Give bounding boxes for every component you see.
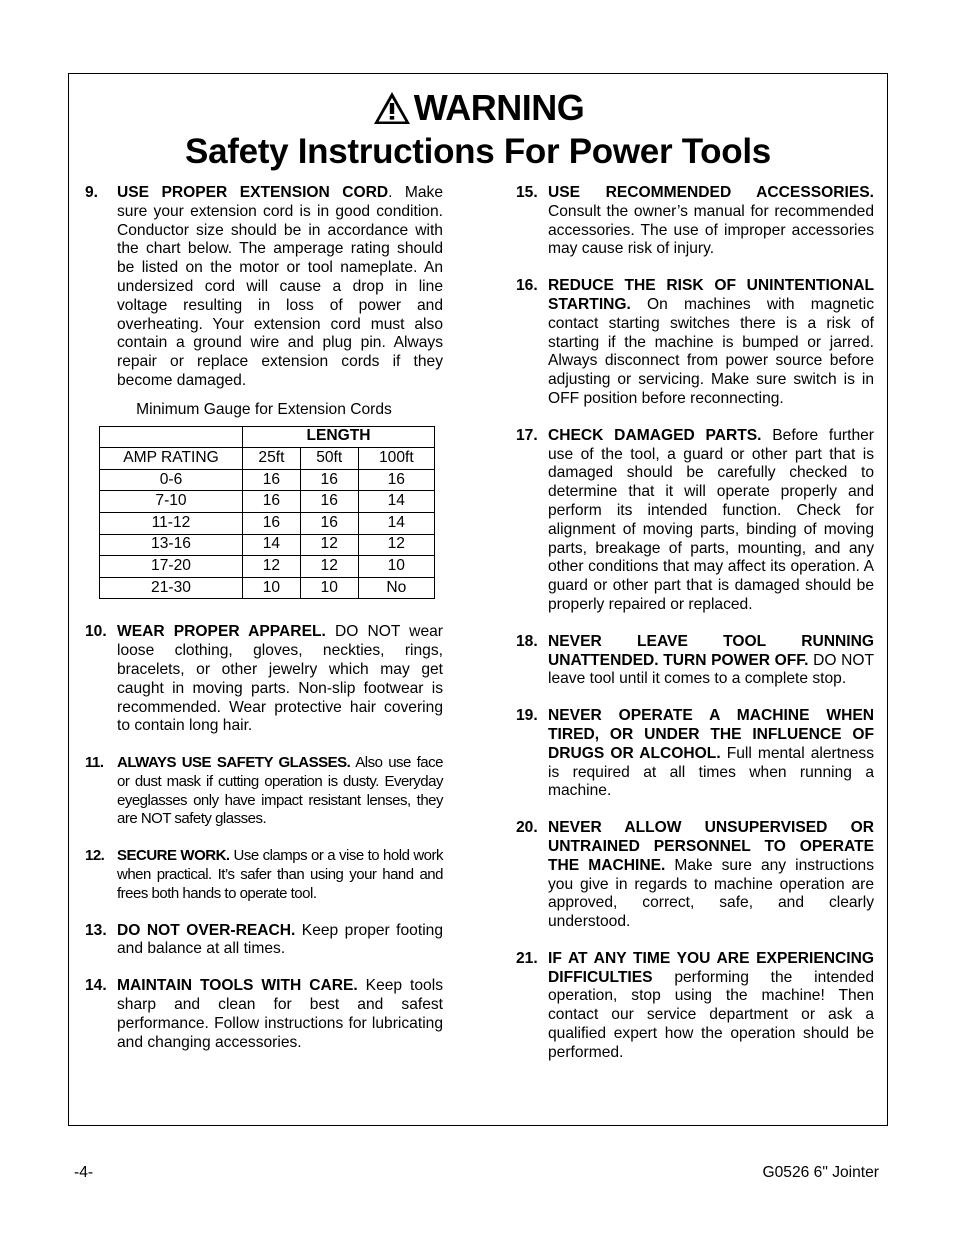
table-row	[100, 512, 435, 534]
column-header: 100ft	[358, 448, 434, 470]
item-number: 13.	[85, 921, 107, 939]
item-lead: NEVER ALLOW UNSUPERVISED OR UNTRAINED PERSONNEL TO OPERATE THE MACHINE.	[548, 819, 874, 874]
left-column	[85, 184, 443, 1070]
item-text: DO NOT wear loose clothing, gloves, neckties, rings, bracelets, or other jewelry which may get caught in moving parts. Non-slip footwear is recommended. Wear protective hair covering to contain long hair.	[117, 623, 443, 735]
item-text: Before further use of the tool, a guard or other part that is damaged should be carefully checked to determine that it will operate properly and perform its intended function. Check for alignment of moving parts, binding of moving parts, breakage of parts, mounting, and any other conditions that may affect its operation. A guard or other part that is damaged should be properly repaired or replaced.	[548, 426, 874, 613]
item-lead: MAINTAIN TOOLS WITH CARE.	[117, 977, 358, 995]
item-number: 16.	[516, 277, 538, 295]
instruction-19	[516, 707, 874, 801]
table-cell: 10	[243, 577, 301, 599]
table-cell: 17-20	[100, 556, 243, 578]
item-lead: WEAR PROPER APPAREL.	[117, 623, 326, 641]
item-lead: ALWAYS USE SAFETY GLASSES.	[117, 754, 351, 772]
instruction-21	[516, 950, 874, 1063]
item-number: 10.	[85, 623, 107, 641]
table-cell: 14	[243, 534, 301, 556]
table-cell: 0-6	[100, 469, 243, 491]
column-header: 25ft	[243, 448, 301, 470]
table-row	[100, 491, 435, 513]
table-cell: 11-12	[100, 512, 243, 534]
table-cell: No	[358, 577, 434, 599]
column-header: 50ft	[300, 448, 358, 470]
table-row	[100, 577, 435, 599]
table-caption: Minimum Gauge for Extension Cords	[136, 400, 392, 418]
item-text: performing the intended operation, stop using the machine! Then contact our service department or ask a qualified expert how the operation should be performed.	[548, 968, 874, 1061]
instruction-18	[516, 633, 874, 689]
item-number: 17.	[516, 426, 538, 444]
item-number: 15.	[516, 184, 538, 201]
instruction-11	[85, 754, 443, 829]
item-text: Keep proper footing and balance at all times.	[117, 921, 443, 958]
item-lead: USE PROPER EXTENSION CORD	[117, 184, 389, 201]
instruction-10	[85, 623, 443, 736]
item-number: 21.	[516, 949, 538, 967]
item-text: Also use face or dust mask if cutting operation is dusty. Everyday eyeglasses only have impact resistant lenses, they are NOT safety glasses.	[117, 754, 443, 828]
warning-triangle-icon	[372, 90, 412, 126]
instruction-13	[85, 922, 443, 960]
instruction-16	[516, 277, 874, 409]
item-lead: REDUCE THE RISK OF UNINTENTIONAL STARTING.	[548, 277, 874, 313]
table-row	[100, 556, 435, 578]
item-lead: NEVER LEAVE TOOL RUNNING UNATTENDED. TURN POWER OFF.	[548, 632, 874, 669]
length-header: LENGTH	[243, 426, 435, 448]
instruction-15	[516, 184, 874, 259]
table-cell: 12	[243, 556, 301, 578]
table-cell: 16	[300, 512, 358, 534]
item-text: Full mental alertness is required at all times when running a machine.	[548, 744, 875, 800]
instruction-17	[516, 427, 874, 615]
table-cell: 7-10	[100, 491, 243, 513]
instruction-14	[85, 977, 443, 1052]
table-cell: 16	[243, 469, 301, 491]
item-number: 11.	[85, 754, 104, 772]
item-lead: USE RECOMMENDED ACCESSORIES.	[548, 184, 874, 201]
extension-cord-gauge-table	[99, 426, 435, 600]
item-text: . Make sure your extension cord is in good condition. Conductor size should be in accordance with the chart below. The amperage rating should be listed on the motor or tool nameplate. An undersized cord will cause a drop in line voltage resulting in loss of power and overheating. Your extension cord must also contain a ground wire and plug pin. Always repair or replace extension cords if they become damaged.	[117, 184, 443, 389]
instruction-9	[85, 184, 443, 391]
table-cell: 12	[358, 534, 434, 556]
item-number: 14.	[85, 977, 107, 995]
item-number: 19.	[516, 707, 538, 725]
item-number: 9.	[85, 184, 99, 201]
item-lead: SECURE WORK.	[117, 847, 230, 865]
page-number: -4-	[74, 1164, 94, 1181]
page-title: Safety Instructions For Power Tools	[185, 132, 771, 171]
item-lead: DO NOT OVER-REACH.	[117, 921, 296, 939]
instruction-12	[85, 847, 443, 903]
item-lead: NEVER OPERATE A MACHINE WHEN TIRED, OR UNDER THE INFLUENCE OF DRUGS OR ALCOHOL.	[548, 707, 874, 762]
table-cell: 13-16	[100, 534, 243, 556]
model-name: G0526 6" Jointer	[762, 1164, 879, 1181]
table-cell: 14	[358, 491, 434, 513]
item-text: Use clamps or a vise to hold work when practical. It’s safer than using your hand and frees both hands to operate tool.	[117, 847, 444, 902]
warning-box	[68, 73, 888, 1126]
item-text: Consult the owner’s manual for recommended accessories. The use of improper accessories may cause risk of injury.	[548, 202, 874, 258]
table-cell: 12	[300, 556, 358, 578]
column-header: AMP RATING	[100, 448, 243, 470]
right-column	[516, 184, 874, 1081]
table-cell: 16	[243, 491, 301, 513]
table-cell: 16	[243, 512, 301, 534]
item-text: Keep tools sharp and clean for best and safest performance. Follow instructions for lubricating and changing accessories.	[117, 977, 443, 1051]
table-cell: 16	[300, 491, 358, 513]
item-lead: IF AT ANY TIME YOU ARE EXPERIENCING DIFFICULTIES	[548, 949, 874, 986]
table-header-row	[100, 448, 435, 470]
item-text: On machines with magnetic contact starting switches there is a risk of starting if the machine is bumped or jarred. Always disconnect from power source before adjusting or servicing. Make sure switch is in OFF position before reconnecting.	[548, 295, 874, 407]
instruction-20	[516, 819, 874, 932]
table-cell: 14	[358, 512, 434, 534]
table-group-header-row	[100, 426, 435, 448]
table-cell: 21-30	[100, 577, 243, 599]
warning-heading	[69, 88, 887, 128]
table-cell: 12	[300, 534, 358, 556]
table-row	[100, 469, 435, 491]
table-row	[100, 534, 435, 556]
table-cell: 16	[300, 469, 358, 491]
header	[69, 88, 887, 172]
item-number: 12.	[85, 847, 105, 865]
item-number: 18.	[516, 632, 538, 650]
table-cell: 10	[358, 556, 434, 578]
table-cell: 10	[300, 577, 358, 599]
item-text: DO NOT leave tool until it comes to a complete stop.	[548, 651, 874, 688]
item-lead: CHECK DAMAGED PARTS.	[548, 426, 762, 444]
item-number: 20.	[516, 819, 538, 837]
table-empty-cell	[100, 426, 243, 448]
table-cell: 16	[358, 469, 434, 491]
warning-word: WARNING	[413, 87, 585, 128]
item-text: Make sure any instructions you give in regards to machine operation are approved, correct, safe, and clearly understood.	[548, 856, 874, 931]
